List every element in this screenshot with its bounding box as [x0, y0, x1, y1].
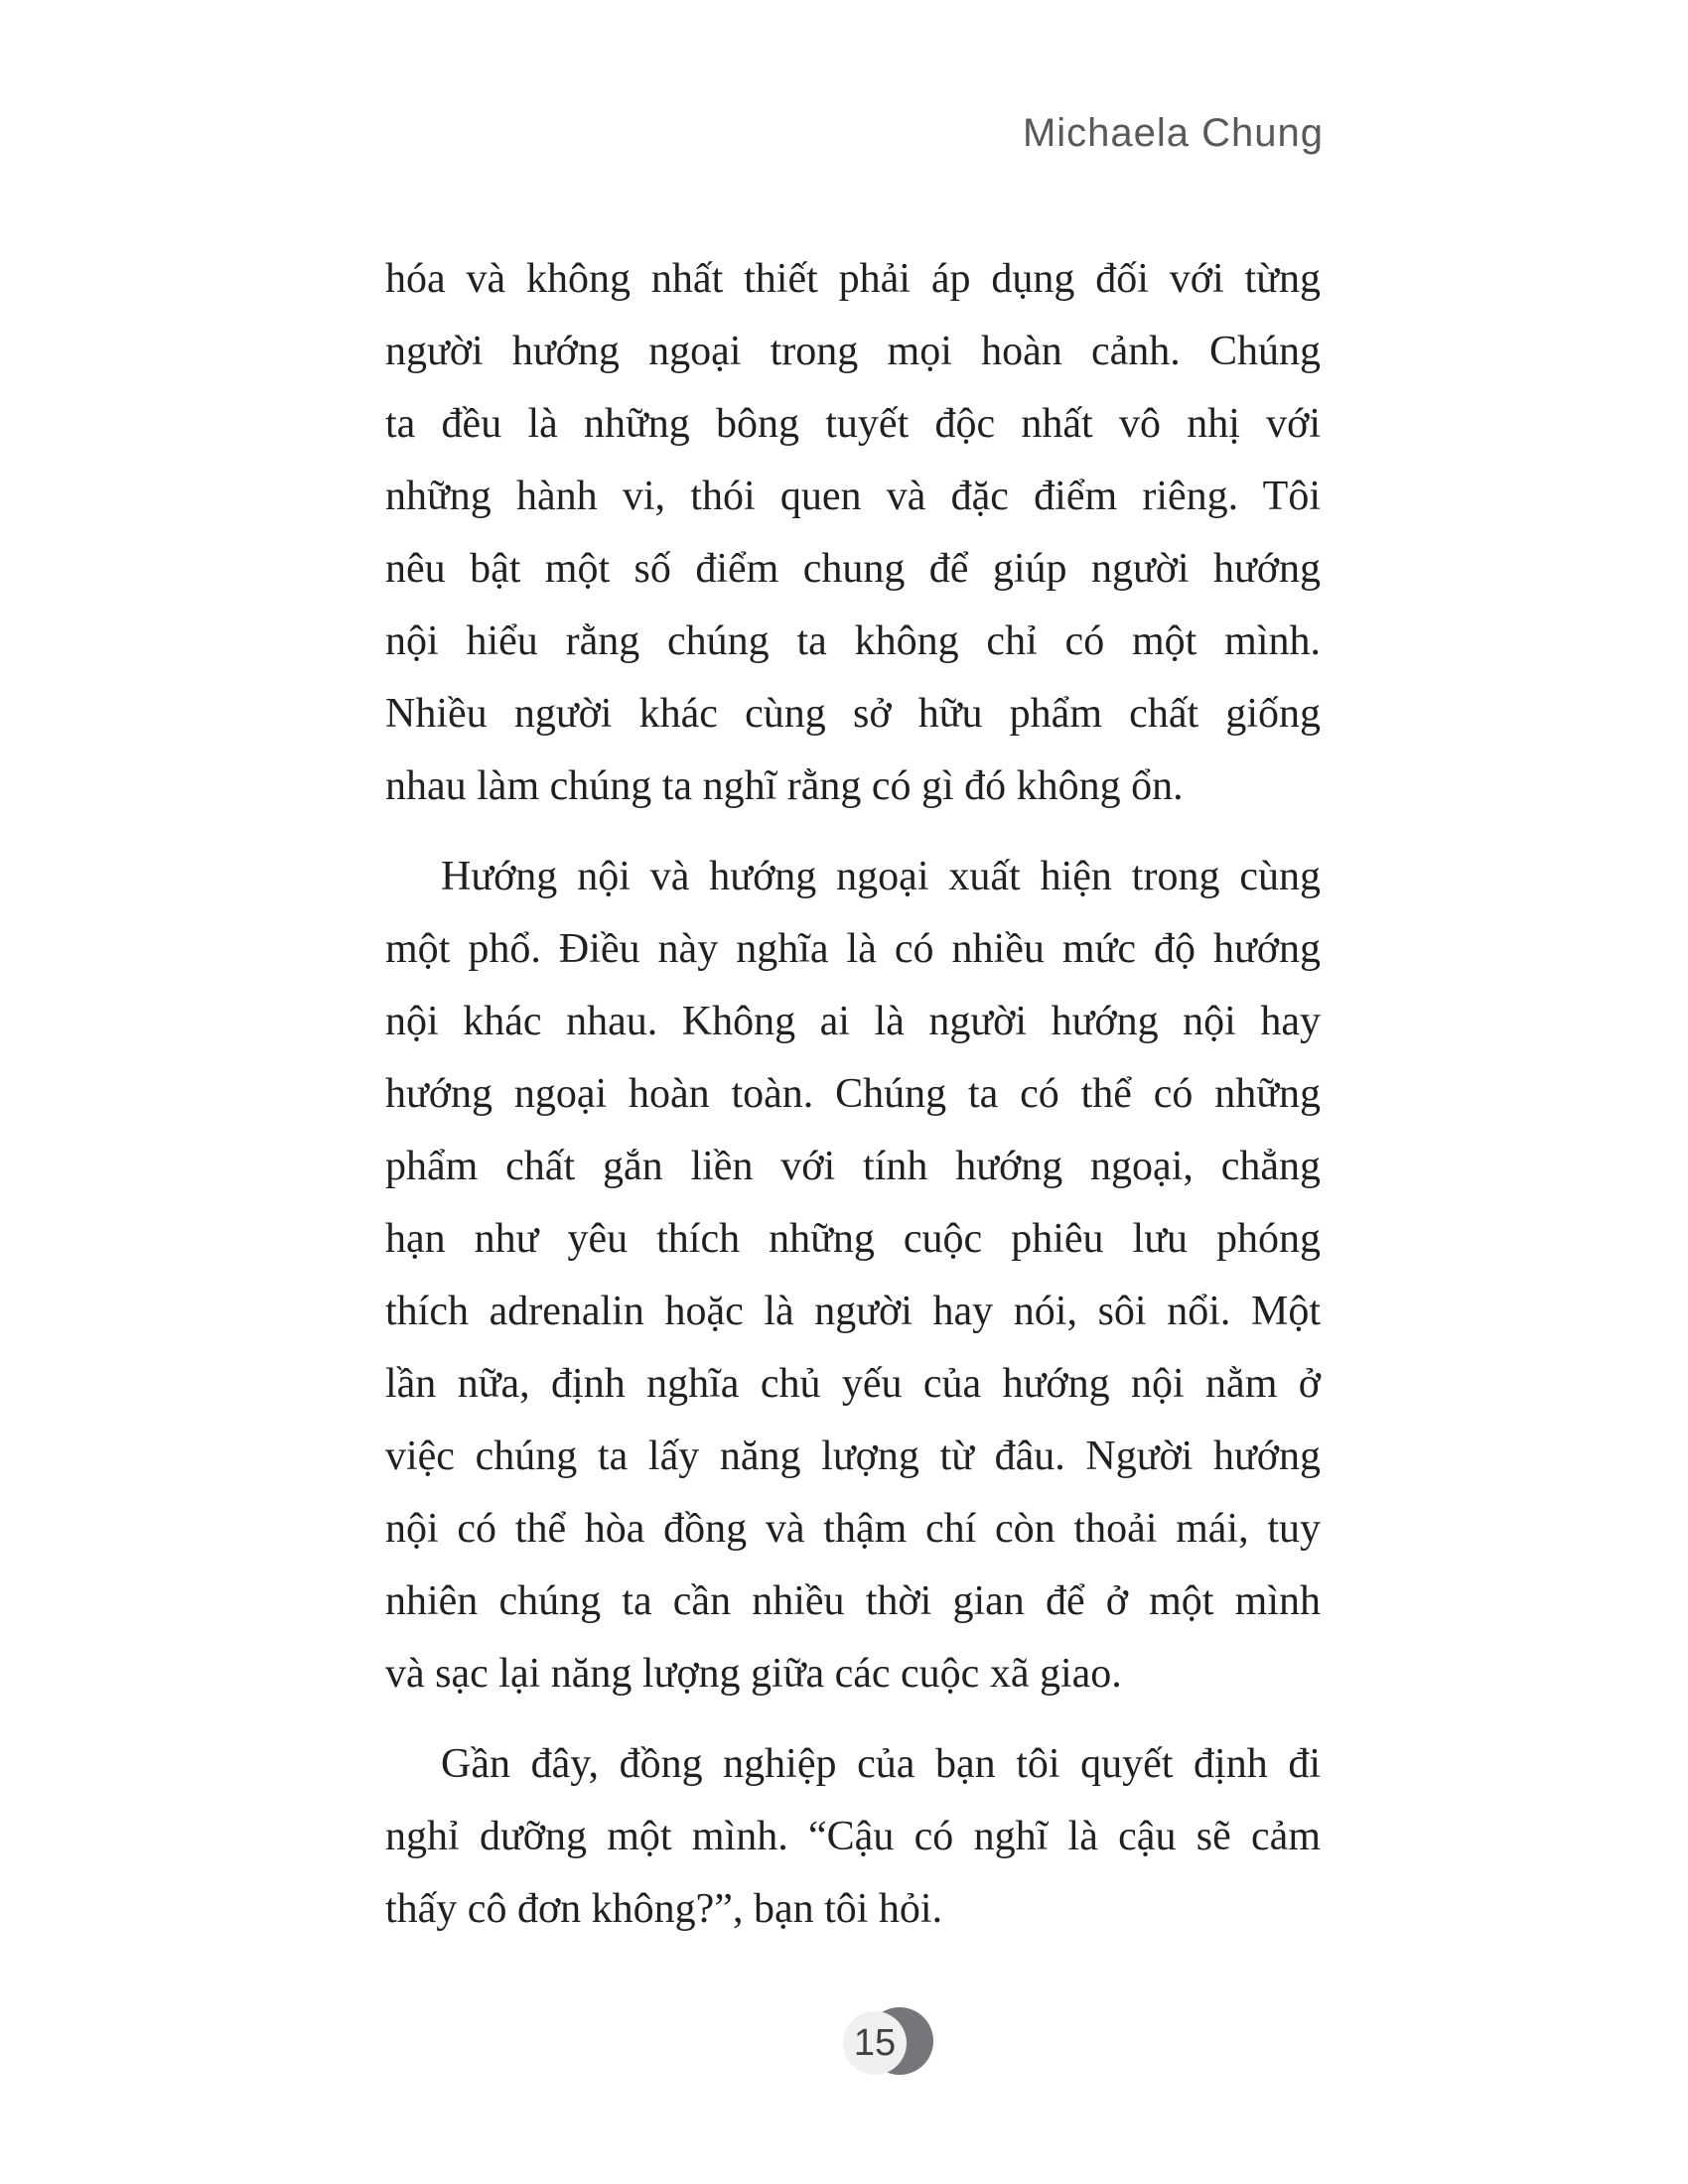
text-line: thích adrenalin hoặc là người hay nói, sôi nổi. Một	[385, 1289, 1321, 1334]
text-line: nhau làm chúng ta nghĩ rằng có gì đó không ổn.	[385, 763, 1184, 809]
text-line: nội khác nhau. Không ai là người hướng nội hay	[385, 999, 1321, 1044]
text-line: hóa và không nhất thiết phải áp dụng đối với từng	[385, 256, 1321, 302]
text-line: nhiên chúng ta cần nhiều thời gian để ở một mình	[385, 1578, 1321, 1624]
text-line: và sạc lại năng lượng giữa các cuộc xã giao.	[385, 1651, 1122, 1697]
paragraph	[385, 1728, 1321, 1946]
text-line: lần nữa, định nghĩa chủ yếu của hướng nội nằm ở	[385, 1361, 1321, 1407]
text-line: nội hiểu rằng chúng ta không chỉ có một mình.	[385, 618, 1321, 664]
text-line: một phổ. Điều này nghĩa là có nhiều mức độ hướng	[385, 926, 1321, 972]
text-line: phẩm chất gắn liền với tính hướng ngoại, chẳng	[385, 1144, 1321, 1189]
text-line: Nhiều người khác cùng sở hữu phẩm chất giống	[385, 691, 1321, 737]
page-number: 15	[853, 2021, 897, 2064]
paragraph	[385, 243, 1321, 823]
text-line: thấy cô đơn không?”, bạn tôi hỏi.	[385, 1886, 943, 1932]
paragraph	[385, 841, 1321, 1710]
text-line: việc chúng ta lấy năng lượng từ đâu. Người hướng	[385, 1433, 1321, 1479]
text-line: Hướng nội và hướng ngoại xuất hiện trong cùng	[441, 854, 1321, 899]
running-head-author: Michaela Chung	[1022, 111, 1324, 155]
body-text	[385, 243, 1321, 1964]
text-line: nêu bật một số điểm chung để giúp người hướng	[385, 546, 1321, 592]
text-line: nghỉ dưỡng một mình. “Cậu có nghĩ là cậu sẽ cảm	[385, 1814, 1321, 1859]
text-line: Gần đây, đồng nghiệp của bạn tôi quyết định đi	[441, 1741, 1321, 1787]
text-line: người hướng ngoại trong mọi hoàn cảnh. Chúng	[385, 329, 1321, 374]
text-line: những hành vi, thói quen và đặc điểm riêng. Tôi	[385, 474, 1321, 519]
badge-light-circle	[843, 2011, 907, 2075]
text-line: ta đều là những bông tuyết độc nhất vô nhị với	[385, 401, 1321, 447]
page-number-badge	[843, 2007, 937, 2079]
text-line: hướng ngoại hoàn toàn. Chúng ta có thể có những	[385, 1071, 1321, 1117]
text-line: hạn như yêu thích những cuộc phiêu lưu phóng	[385, 1216, 1321, 1262]
text-line: nội có thể hòa đồng và thậm chí còn thoải mái, tuy	[385, 1506, 1321, 1552]
